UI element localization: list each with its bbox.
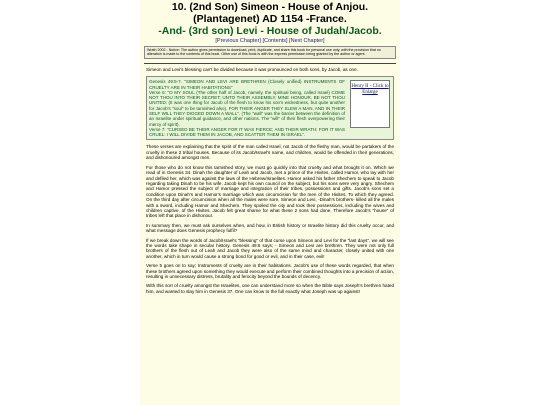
verse-text: Verse 6: "O MY SOUL (The other half of Jacob, namely, the spiritual being, called Israel) COME NOT THOU INTO THEIR SECRET; UNTO THEIR ASSEMBLY, MINE HONOUR, BE NOT THOU UNITED: (It was one thing for Jacob of the flesh to know his son's wickedness, but quite another for Jacob's "soul" to be tarnished also). FOR THEIR ANGER THEY SLEW A MAN, AND IN THEIR SELF WILL THEY DIGGED DOWN A WALL". (The "wall" was the barrier between the definition of an Israelite under spiritual guidance, and other nations. The "will" of their flesh overpowering their mercy of spirit).	[149, 89, 345, 127]
verse-text: Genesis 49:5-7. "SIMEON AND LEVI ARE BRETHREN (Closely unified) INSTRUMENTS OF CRUELTY ARE IN THEIR HABITATIONS"	[149, 79, 345, 90]
intro-paragraph: Simeon and Levi's blessing can't be divided because it was pronounced on both sons, by Jacob, as one.	[146, 66, 358, 72]
henry-ii-image-link[interactable]	[350, 80, 390, 128]
chapter-content	[146, 67, 394, 294]
body-paragraph: Verse 5 goes on to say; Instruments of cruelty are in their habitations. Jacob's use of these words regarded, that when these brothers agreed upon something they would execute and perform their combined thoughts into a precision of action, resulting in unnecessary distress, brutality and ferocity beyond the bounds of decency.	[146, 263, 394, 280]
verse-text: Verse 7: "CURSED BE THEIR ANGER FOR IT WAS FIERCE; AND THEIR WRATH; FOR IT WAS CRUEL: I WILL DIVIDE THEM IN JACOB, AND SCATTER THEM IN ISRAEL".	[149, 126, 345, 138]
title-line-2: (Plantagenet) AD 1154 -France.	[193, 13, 347, 25]
body-paragraph: In summary then, we must ask ourselves when, and how, in British history or Israelite history did this cruelty occur, and what message does Genesis prophecy fulfil?	[146, 222, 394, 234]
body-paragraph: For those who do not know this tarnished story, we must go quickly into that cruelty and what brought it on. Which we read of in Genesis 34. Dinah the daughter of Leah and Jacob, met a prince of the Hivites, called Hamor, who lay with her and defiled her, which was against the laws of the Hebrew/Israelites. Hamor asked his father Shechem to speak to Jacob regarding taking Dinah to be his wife. Jacob kept his own council on the subject, but his sons were very angry. Shechem and Hamor pressed the subject of marriage and integration of their tribes, possessions and gifts. Jacob's sons set a condition upon Dinah's and Hamor's marriage which was circumcision for the men of the Hivites. To which they agreed. On the third day after circumcision when all the males were sore, Simeon and Levi, -Dinah's brothers- killed all the males with a sword, including Hamor and Shechem. They spoiled the city and took their possessions, including the wives and children captive, of the Hivites. Jacob felt great shame for what these 2 sons had done. Therefore Jacob's "house" of tribes left that place in dishonour.	[146, 164, 394, 219]
title-line-3: -And- (3rd son) Levi - House of Judah/Jacob.	[158, 25, 382, 37]
body-paragraph: These verses are explaining that the spirit of the man called Israel, not Jacob of the fleshy man, would be partakers of the cruelty in these 2 tribal houses. Because of its Jacob/Israel's name, and children, would be offended in their generations, and dishonoured amongst men.	[146, 144, 394, 161]
figure-caption: Henry II - Click to Enlarge	[351, 84, 389, 96]
next-chapter-link[interactable]: [Next Chapter]	[289, 38, 325, 44]
body-paragraph: If we break down the words of Jacob/Israel's "blessing" of that curse upon Simeon and Levi for the "last days", we will see the words take shape in secular history. Genesis 49:5 says; - Simeon and Levi are brethren. They were not only full brothers of the flesh out of Leah and Jacob they were also of the same mind and character, closely united with one another, which in turn would cause a strong bond for good or evil, and in their case, evil!	[146, 237, 394, 259]
divider	[144, 63, 396, 64]
copyright-notice: Wrath 2002 - Notice: The author gives permission to download, print, duplicate, and share this book for personal use only, with the provision that no alteration is made to the contents of this book. Other use of this book is with the express permission being granted by the author or agent.	[144, 46, 396, 59]
chapter-title	[140, 1, 400, 37]
title-line-1: 10. (2nd Son) Simeon - House of Anjou.	[171, 1, 369, 13]
page	[140, 0, 400, 405]
scripture-box	[146, 76, 394, 140]
chapter-nav	[140, 38, 400, 45]
body-paragraph: With this sort of cruelty amongst the Israelites, one can understand more so when the Bible says Joseph's brethren hated him, and wanted to slay him in Genesis 37. One can know to the full exactly what Joseph was up against!	[146, 283, 394, 294]
contents-link[interactable]: [Contents]	[262, 38, 288, 44]
previous-chapter-link[interactable]: [Previous Chapter]	[215, 38, 261, 44]
